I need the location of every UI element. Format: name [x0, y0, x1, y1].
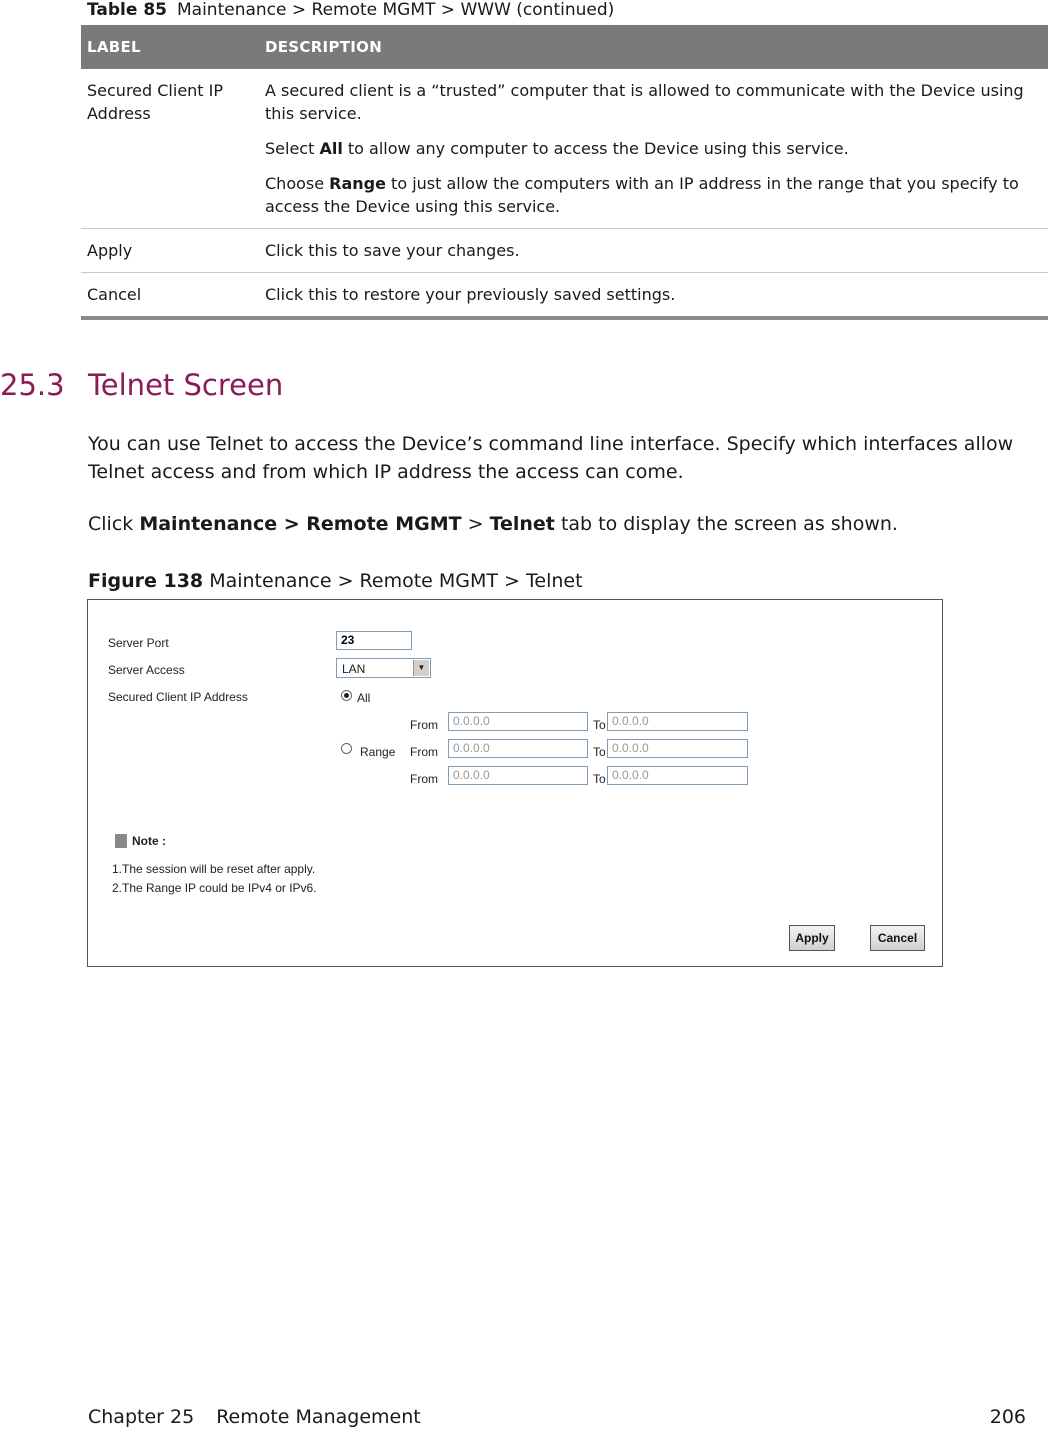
- figure-caption: [88, 570, 583, 592]
- row-description: Click this to save your changes.: [259, 229, 1048, 273]
- page-number: 206: [989, 1406, 1026, 1428]
- desc-paragraph: Select All to allow any computer to access the Device using this service.: [265, 139, 849, 158]
- instruction-paragraph: Click Maintenance > Remote MGMT > Telnet tab to display the screen as shown.: [88, 513, 898, 535]
- server-port-input[interactable]: 23: [336, 631, 412, 650]
- desc-paragraph: A secured client is a “trusted” computer that is allowed to communicate with the Device using this service.: [265, 81, 1024, 123]
- table-number: Table 85: [87, 0, 167, 20]
- server-access-label: Server Access: [108, 663, 185, 677]
- to-label: To: [593, 745, 606, 759]
- telnet-screen-figure: [87, 599, 943, 967]
- section-number: 25.3: [0, 368, 65, 402]
- header-description: DESCRIPTION: [259, 25, 1048, 69]
- server-access-select[interactable]: [336, 658, 431, 678]
- chevron-down-icon[interactable]: ▼: [413, 660, 429, 676]
- table-row: [81, 229, 1048, 273]
- table-caption: [87, 0, 614, 20]
- range-to-input[interactable]: 0.0.0.0: [607, 712, 748, 731]
- range-from-input[interactable]: 0.0.0.0: [448, 712, 588, 731]
- table-title: Maintenance > Remote MGMT > WWW (continued): [176, 0, 615, 20]
- description-table: [81, 25, 1048, 320]
- row-label: Secured Client IP Address: [81, 69, 259, 229]
- row-label: Apply: [81, 229, 259, 273]
- radio-range[interactable]: [341, 743, 352, 754]
- chapter-title: Remote Management: [216, 1406, 421, 1428]
- radio-all-label: All: [357, 691, 371, 705]
- note-line: 1.The session will be reset after apply.: [112, 862, 316, 876]
- intro-paragraph: You can use Telnet to access the Device’s command line interface. Specify which interfaces allow Telnet access and from which IP address the access can come.: [88, 433, 1014, 483]
- chapter-number: Chapter 25: [88, 1406, 195, 1428]
- note-line: 2.The Range IP could be IPv4 or IPv6.: [112, 881, 317, 895]
- server-port-label: Server Port: [108, 636, 169, 650]
- radio-all[interactable]: [341, 690, 352, 701]
- from-label: From: [410, 772, 438, 786]
- row-description: [259, 69, 1048, 229]
- table-row: [81, 273, 1048, 319]
- range-to-input[interactable]: 0.0.0.0: [607, 766, 748, 785]
- to-label: To: [593, 718, 606, 732]
- desc-paragraph: Choose Range to just allow the computers with an IP address in the range that you specify to access the Device using this service.: [265, 174, 1019, 216]
- to-label: To: [593, 772, 606, 786]
- server-access-value: LAN: [342, 662, 366, 676]
- secured-client-label: Secured Client IP Address: [108, 690, 248, 704]
- figure-number: Figure 138: [88, 570, 204, 592]
- table-row: [81, 69, 1048, 229]
- from-label: From: [410, 718, 438, 732]
- from-label: From: [410, 745, 438, 759]
- section-title: Telnet Screen: [88, 368, 284, 402]
- range-to-input[interactable]: 0.0.0.0: [607, 739, 748, 758]
- radio-range-label: Range: [360, 745, 396, 759]
- range-from-input[interactable]: 0.0.0.0: [448, 766, 588, 785]
- cancel-button[interactable]: Cancel: [870, 925, 925, 951]
- row-label: Cancel: [81, 273, 259, 319]
- row-description: Click this to restore your previously saved settings.: [259, 273, 1048, 319]
- note-title: Note :: [132, 834, 166, 848]
- apply-button[interactable]: Apply: [789, 925, 835, 951]
- figure-title: Maintenance > Remote MGMT > Telnet: [203, 570, 583, 592]
- page-footer-chapter: [88, 1406, 421, 1428]
- header-label: LABEL: [81, 25, 259, 69]
- range-from-input[interactable]: 0.0.0.0: [448, 739, 588, 758]
- table-header-row: [81, 25, 1048, 69]
- note-icon: [115, 834, 127, 848]
